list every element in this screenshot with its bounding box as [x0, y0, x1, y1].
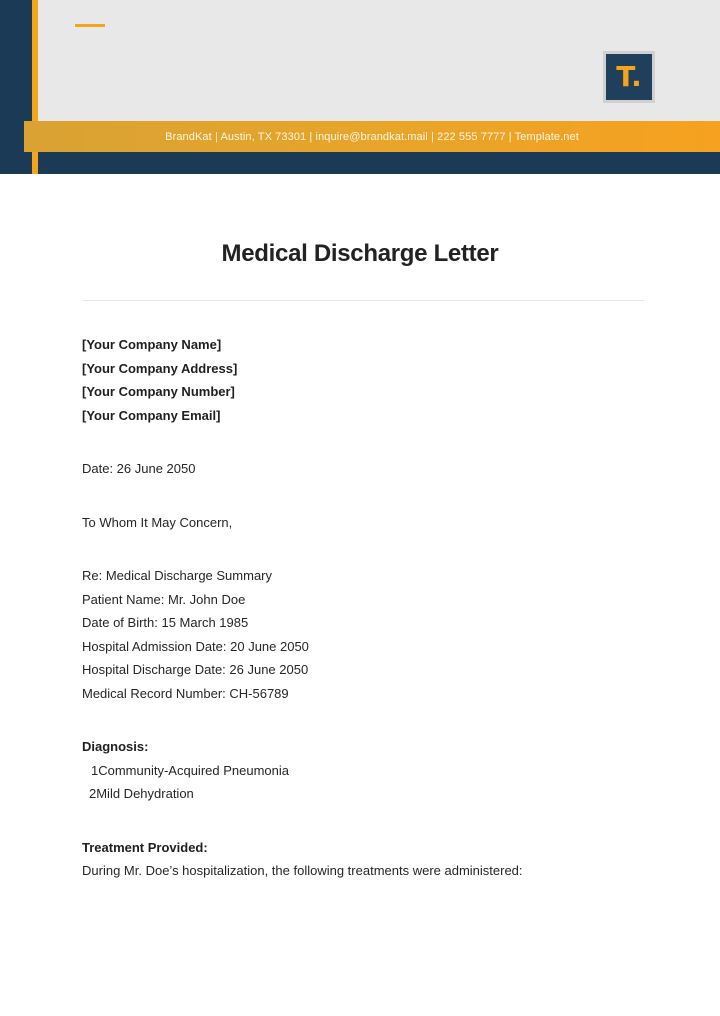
treatment-text: During Mr. Doe’s hospitalization, the following treatments were administered: [82, 863, 523, 878]
letterhead-accent-dash [75, 24, 105, 27]
letter-date: Date: 26 June 2050 [82, 461, 196, 476]
discharge-date: Hospital Discharge Date: 26 June 2050 [82, 662, 309, 677]
date-of-birth: Date of Birth: 15 March 1985 [82, 615, 249, 630]
company-number: [Your Company Number] [82, 384, 235, 399]
letter-body [82, 333, 682, 883]
admission-date: Hospital Admission Date: 20 June 2050 [82, 638, 309, 654]
company-email: [Your Company Email] [82, 407, 221, 423]
treatment-heading: Treatment Provided: [82, 839, 208, 855]
diagnosis-item: 1Community-Acquired Pneumonia [91, 762, 289, 778]
contact-strip [24, 121, 720, 152]
patient-name: Patient Name: Mr. John Doe [82, 591, 246, 607]
diagnosis-item: 2Mild Dehydration [89, 786, 194, 801]
contact-line: BrandKat | Austin, TX 73301 | inquire@brandkat.mail | 222 555 7777 | Template.net [165, 130, 579, 143]
company-name: [Your Company Name] [82, 337, 222, 352]
company-address: [Your Company Address] [82, 360, 238, 376]
brand-logo [603, 51, 655, 103]
title-divider [82, 300, 644, 301]
diagnosis-heading: Diagnosis: [82, 739, 149, 754]
medical-record-number: Medical Record Number: CH-56789 [82, 685, 289, 701]
re-line: Re: Medical Discharge Summary [82, 568, 273, 583]
letterhead [0, 0, 720, 174]
document-title: Medical Discharge Letter [221, 240, 499, 267]
brand-logo-mark: T. [606, 54, 652, 100]
letter-greeting: To Whom It May Concern, [82, 514, 233, 530]
